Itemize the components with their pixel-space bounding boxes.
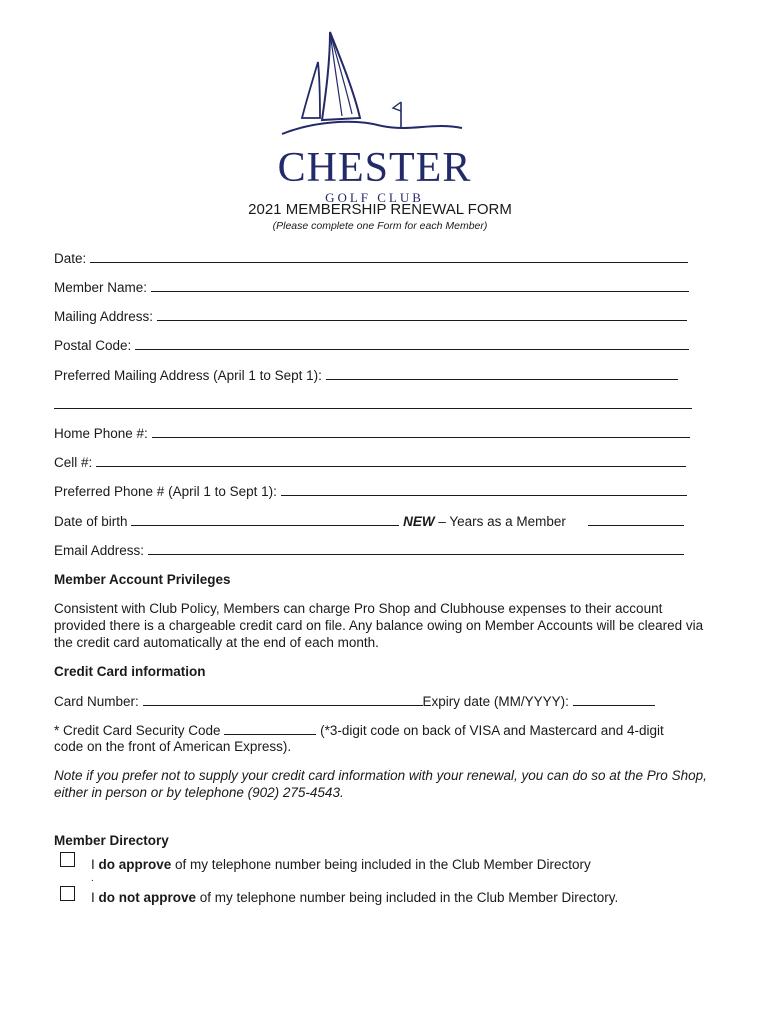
cell-label: Cell #: — [54, 455, 93, 470]
expiry-field[interactable] — [573, 692, 655, 706]
home-phone-field[interactable] — [152, 424, 690, 438]
postal-code-field[interactable] — [135, 336, 689, 350]
mailing-address-row — [54, 307, 687, 325]
disapprove-bold: do not approve — [98, 890, 197, 905]
postal-code-label: Postal Code: — [54, 338, 132, 353]
approve-label — [91, 856, 591, 873]
preferred-mailing-field-2[interactable] — [54, 395, 692, 409]
security-code-field[interactable] — [224, 721, 316, 735]
member-name-field[interactable] — [151, 278, 689, 292]
dob-row — [54, 512, 684, 530]
date-label: Date: — [54, 251, 87, 266]
approve-checkbox[interactable] — [60, 852, 75, 867]
credit-card-note: Note if you prefer not to supply your credit card information with your renewal, you can do so at the Pro Shop, either in person or by telephone (902) 275-4543. — [54, 768, 707, 800]
email-label: Email Address: — [54, 543, 145, 558]
postal-code-row — [54, 336, 689, 354]
approve-prefix: I — [91, 857, 99, 872]
approve-bold: do approve — [98, 857, 172, 872]
logo-subtitle: GOLF CLUB — [325, 190, 424, 205]
date-row — [54, 249, 688, 267]
privileges-body: Consistent with Club Policy, Members can charge Pro Shop and Clubhouse expenses to their account provided there is a chargeable credit card on file. Any balance owing on Member Accounts will be cleared via the credit card automatically at the end of each month. — [54, 601, 704, 650]
home-phone-row — [54, 424, 690, 442]
member-name-row — [54, 278, 689, 296]
directory-heading: Member Directory — [54, 833, 169, 848]
dob-field[interactable] — [131, 512, 399, 526]
preferred-mailing-field[interactable] — [326, 366, 678, 380]
logo-wordmark: CHESTER — [277, 145, 472, 191]
security-code-note: (*3-digit code on back of VISA and Mastercard and 4-digit — [320, 723, 664, 738]
stray-dot: . — [91, 873, 94, 884]
security-code-label: * Credit Card Security Code — [54, 723, 221, 738]
mailing-address-label: Mailing Address: — [54, 309, 154, 324]
member-name-label: Member Name: — [54, 280, 148, 295]
years-member-field[interactable] — [588, 512, 684, 526]
preferred-phone-row — [54, 482, 687, 500]
preferred-phone-label: Preferred Phone # (April 1 to Sept 1): — [54, 484, 277, 499]
disapprove-suffix: of my telephone number being included in the Club Member Directory. — [196, 890, 619, 905]
email-field[interactable] — [148, 541, 684, 555]
preferred-mailing-row — [54, 366, 678, 384]
cell-field[interactable] — [96, 453, 686, 467]
home-phone-label: Home Phone #: — [54, 426, 148, 441]
email-row — [54, 541, 684, 559]
disapprove-checkbox[interactable] — [60, 886, 75, 901]
preferred-mailing-label: Preferred Mailing Address (April 1 to Sept 1): — [54, 368, 322, 383]
security-code-row — [54, 721, 664, 739]
expiry-label: Expiry date (MM/YYYY): — [422, 694, 569, 709]
card-number-label: Card Number: — [54, 694, 139, 709]
cell-row — [54, 453, 686, 471]
privileges-heading: Member Account Privileges — [54, 572, 231, 587]
dob-label: Date of birth — [54, 514, 128, 529]
card-number-row — [54, 692, 655, 710]
preferred-phone-field[interactable] — [281, 482, 687, 496]
new-label: NEW — [403, 514, 435, 529]
approve-suffix: of my telephone number being included in the Club Member Directory — [171, 857, 591, 872]
form-title: 2021 MEMBERSHIP RENEWAL FORM — [248, 201, 512, 218]
security-code-note-line-2: code on the front of American Express). — [54, 739, 292, 754]
disapprove-prefix: I — [91, 890, 99, 905]
club-logo — [262, 22, 502, 205]
sailboat-logo-icon — [262, 22, 502, 152]
years-member-label: – Years as a Member — [434, 514, 566, 529]
disapprove-label — [91, 889, 618, 906]
card-number-field[interactable] — [143, 692, 423, 706]
mailing-address-field[interactable] — [157, 307, 687, 321]
date-field[interactable] — [90, 249, 688, 263]
preferred-mailing-row-2 — [54, 395, 692, 413]
credit-card-heading: Credit Card information — [54, 664, 206, 679]
form-subtitle: (Please complete one Form for each Member) — [272, 220, 488, 232]
